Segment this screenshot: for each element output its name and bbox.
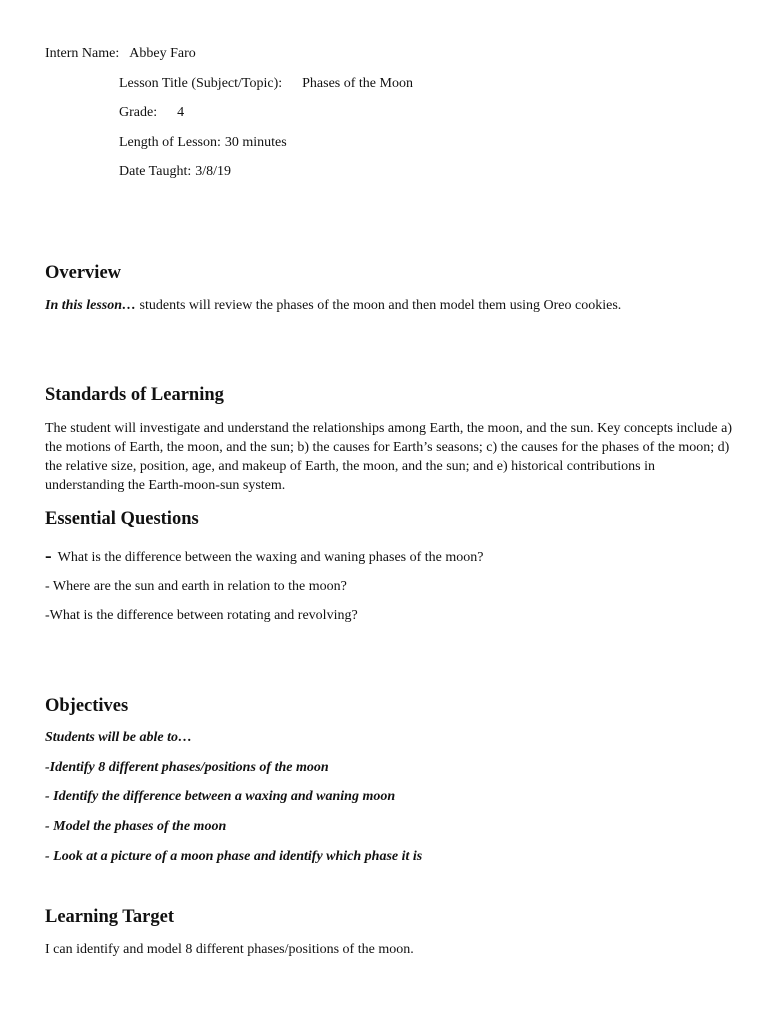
overview-text [45, 298, 621, 314]
overview-body: students will review the phases of the moon and then model them using Oreo cookies. [136, 298, 622, 313]
overview-heading: Overview [45, 263, 122, 283]
intern-name-line [45, 46, 196, 62]
overview-lead: In this lesson… [45, 298, 137, 313]
standards-heading: Standards of Learning [45, 385, 224, 405]
lesson-title-label: Lesson Title (Subject/Topic): [119, 76, 283, 91]
question-1-text: What is the difference between the waxing and waning phases of the moon? [57, 550, 484, 565]
intern-name-label: Intern Name: [45, 46, 120, 61]
objectives-heading: Objectives [45, 696, 129, 716]
date-value: 3/8/19 [195, 164, 232, 179]
length-label: Length of Lesson: [119, 135, 221, 150]
date-line [119, 164, 231, 180]
question-dash: - [45, 545, 52, 567]
length-value: 30 minutes [224, 135, 287, 150]
grade-line [119, 105, 184, 121]
learning-target-text: I can identify and model 8 different phases/positions of the moon. [45, 942, 414, 957]
objective-item: - Identify the difference between a waxing and waning moon [45, 789, 396, 804]
lesson-title-value: Phases of the Moon [302, 76, 413, 91]
grade-value: 4 [177, 105, 185, 120]
date-label: Date Taught: [119, 164, 192, 179]
lesson-title-line [119, 76, 413, 92]
learning-target-heading: Learning Target [45, 907, 174, 927]
essential-question-3: -What is the difference between rotating and revolving? [45, 608, 358, 623]
objective-item: - Look at a picture of a moon phase and identify which phase it is [45, 849, 423, 864]
essential-question-2: - Where are the sun and earth in relation to the moon? [45, 579, 347, 594]
objectives-intro: Students will be able to… [45, 730, 193, 745]
essential-questions-heading: Essential Questions [45, 509, 199, 529]
grade-label: Grade: [119, 105, 158, 120]
objective-item: -Identify 8 different phases/positions of the moon [45, 760, 329, 775]
essential-question-1 [45, 545, 484, 568]
objective-item: - Model the phases of the moon [45, 819, 227, 834]
standards-text: The student will investigate and understand the relationships among Earth, the moon, and the sun. Key concepts include a) the motions of Earth, the moon, and the sun; b) the causes for Earth’s seasons; c) the causes for the phases of the moon; d) the relative size, position, age, and makeup of Earth, the moon, and the sun; and e) historical contributions in understanding the Earth-moon-sun system. [45, 421, 732, 493]
length-line [119, 135, 287, 151]
intern-name-value: Abbey Faro [129, 46, 196, 61]
